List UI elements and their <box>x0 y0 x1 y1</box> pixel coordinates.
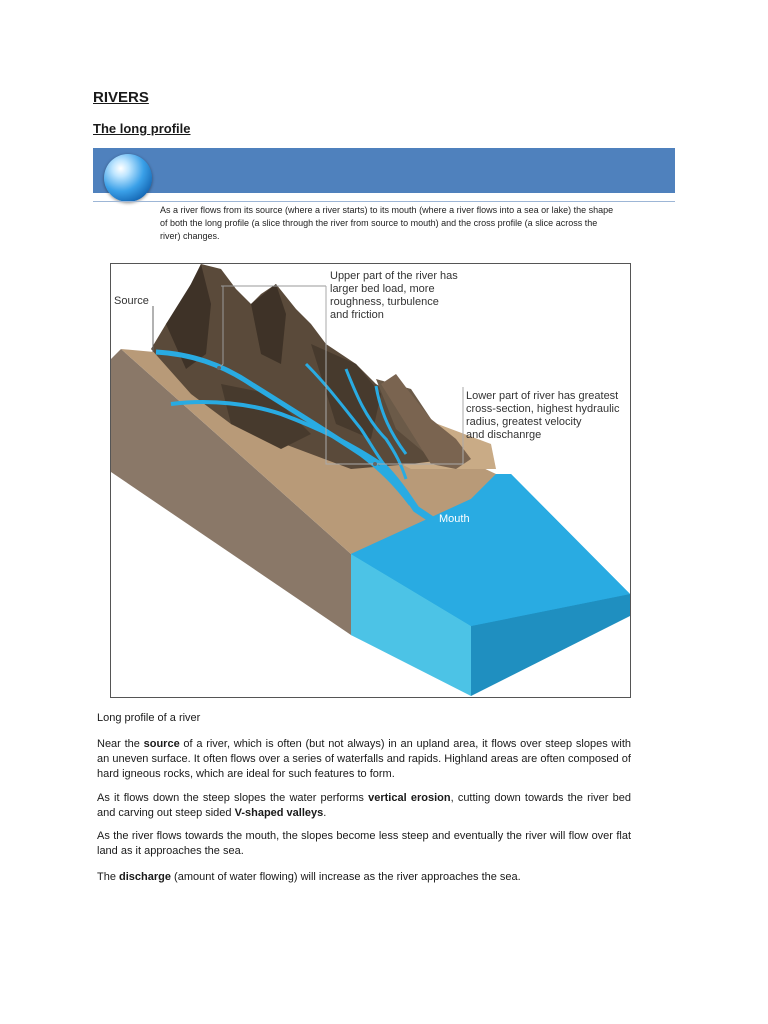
label-lower-3: radius, greatest velocity <box>466 416 582 428</box>
label-upper-1: Upper part of the river has <box>330 270 458 282</box>
label-lower-2: cross-section, highest hydraulic <box>466 403 620 415</box>
figure-caption: Long profile of a river <box>97 712 201 724</box>
label-lower-1: Lower part of river has greatest <box>466 390 619 402</box>
divider <box>93 201 675 202</box>
intro-text: As a river flows from its source (where a river starts) to its mouth (where a river flows into a sea or lake) the shape of both the long profile (a slice through the river from source to mouth) and the cross profile (a slice across the river) changes. <box>160 205 614 241</box>
paragraph-mouth: As the river flows towards the mouth, the slopes become less steep and eventually the river will flow over flat land as it approaches the sea. <box>97 830 631 857</box>
header-banner <box>93 148 675 193</box>
label-mouth: Mouth <box>439 513 470 525</box>
label-upper-4: and friction <box>330 309 384 321</box>
section-title: The long profile <box>93 121 191 136</box>
river-diagram <box>111 264 630 697</box>
label-upper-3: roughness, turbulence <box>330 296 439 308</box>
river-figure <box>110 263 631 698</box>
label-lower-4: and dischanrge <box>466 429 542 441</box>
page-title: RIVERS <box>93 89 149 106</box>
label-source: Source <box>114 295 149 307</box>
paragraph-discharge: The discharge (amount of water flowing) will increase as the river approaches the sea. <box>97 871 521 883</box>
label-upper-2: larger bed load, more <box>330 283 435 295</box>
paragraph-erosion: As it flows down the steep slopes the water performs vertical erosion, cutting down towards the river bed and carving out steep sided V-shaped valleys. <box>97 792 631 819</box>
globe-icon <box>104 154 152 202</box>
paragraph-source: Near the source of a river, which is often (but not always) in an upland area, it flows over steep slopes with an uneven surface. It often flows over a series of waterfalls and rapids. Highland areas are often composed of hard igneous rocks, which are ideal for such features to form. <box>97 738 631 780</box>
